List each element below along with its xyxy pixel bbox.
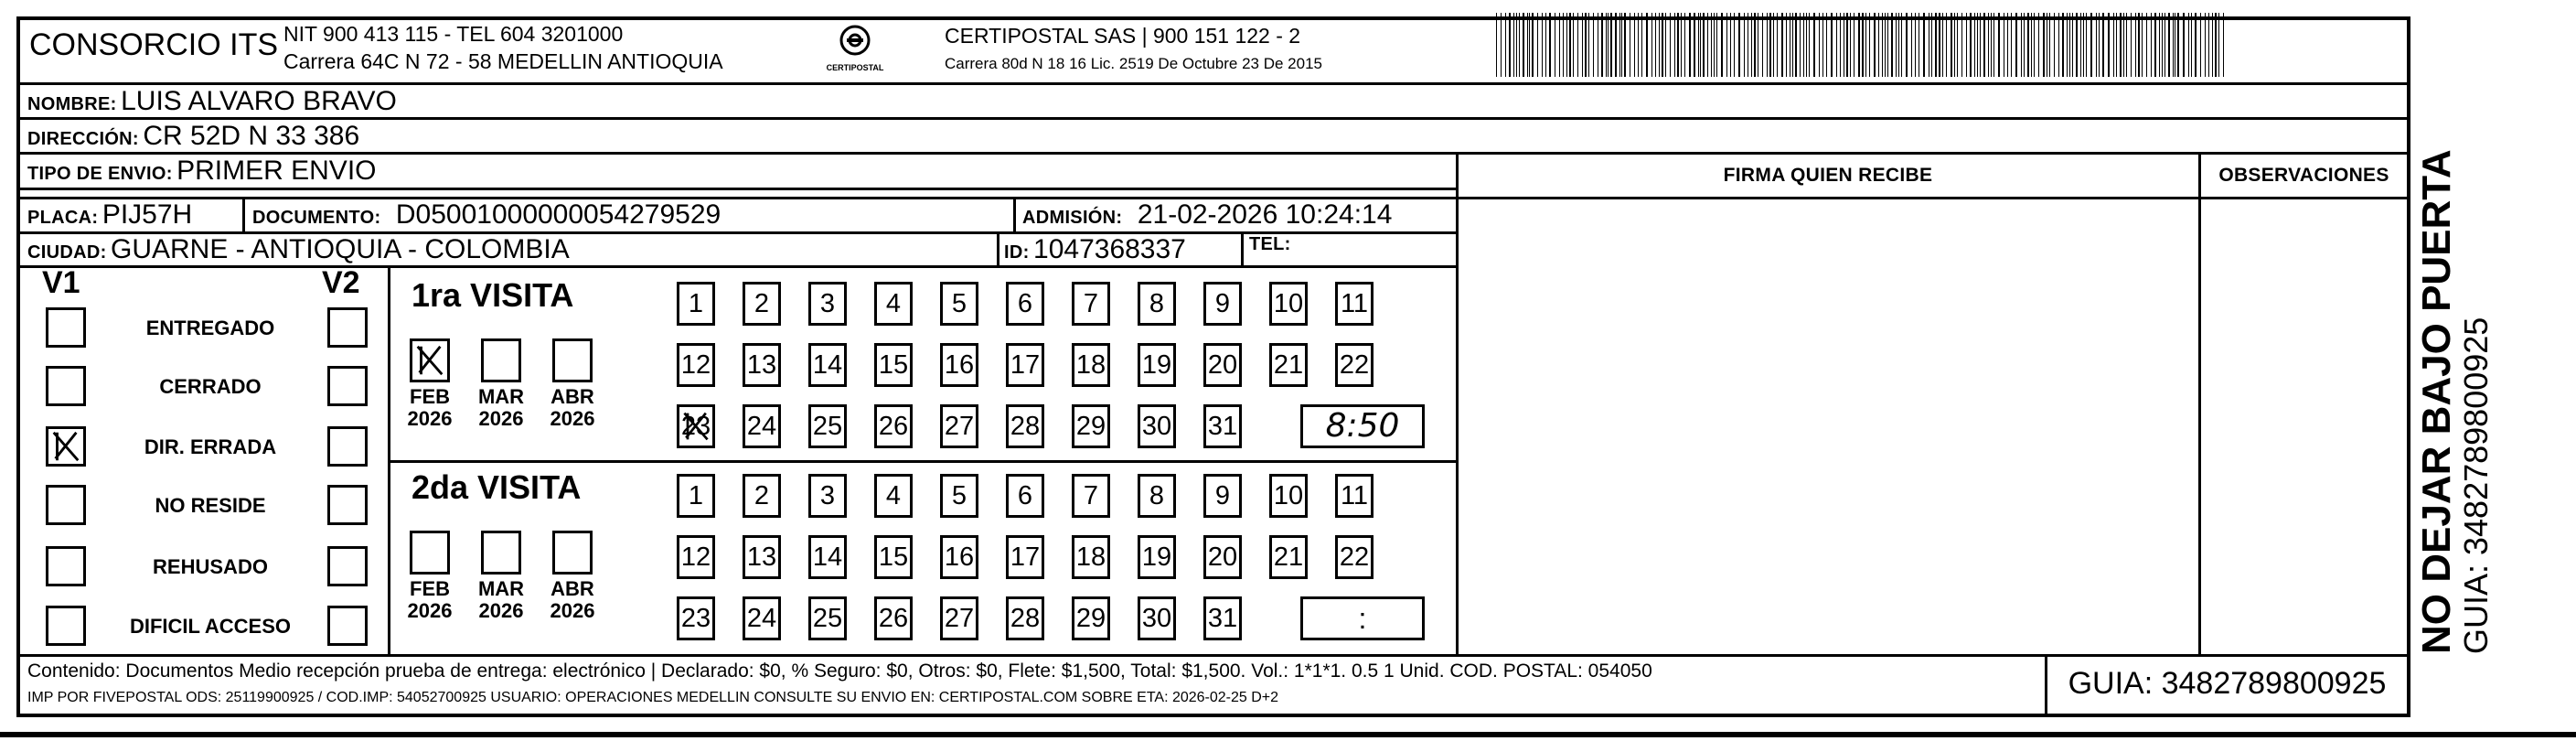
day-box[interactable]	[808, 343, 847, 387]
day-box[interactable]	[808, 474, 847, 518]
company-nit: NIT 900 413 115 - TEL 604 3201000	[283, 22, 624, 46]
day-number: 29	[1075, 604, 1106, 633]
v1-checkbox[interactable]	[46, 366, 86, 406]
day-number: 9	[1214, 289, 1231, 318]
day-box[interactable]	[1072, 474, 1110, 518]
logo-text: CERTIPOSTAL	[826, 63, 884, 72]
day-number: 26	[878, 604, 909, 633]
month-checkbox[interactable]	[410, 531, 450, 575]
month-label: MAR	[477, 385, 525, 408]
day-box[interactable]	[743, 596, 781, 640]
status-label: REHUSADO	[153, 555, 268, 578]
day-box[interactable]	[1335, 343, 1374, 387]
day-box[interactable]	[1138, 596, 1176, 640]
status-label: DIR. ERRADA	[144, 435, 277, 458]
day-number: 15	[878, 542, 909, 572]
day-number: 21	[1273, 542, 1304, 572]
year-label: 2026	[407, 407, 453, 430]
direccion-label: DIRECCIÓN:	[27, 129, 139, 149]
day-number: 1	[688, 481, 704, 510]
day-box[interactable]	[1006, 535, 1044, 579]
month-label: FEB	[410, 385, 450, 408]
month-caption	[540, 386, 605, 430]
day-box[interactable]	[677, 404, 715, 448]
day-number: 4	[885, 481, 902, 510]
divider	[20, 188, 1456, 190]
day-number: 12	[680, 542, 711, 572]
month-checkbox[interactable]	[481, 338, 521, 382]
day-box[interactable]	[1072, 596, 1110, 640]
day-box[interactable]	[743, 474, 781, 518]
v1-header: V1	[42, 265, 80, 300]
v2-checkbox[interactable]	[327, 366, 368, 406]
day-number: 21	[1273, 350, 1304, 380]
tipo-row	[27, 156, 377, 187]
day-box[interactable]	[1138, 474, 1176, 518]
nombre-row	[27, 86, 397, 117]
visit2-title: 2da VISITA	[412, 468, 582, 506]
ciudad-value: GUARNE - ANTIOQUIA - COLOMBIA	[111, 234, 570, 264]
nombre-label: NOMBRE:	[27, 94, 117, 114]
day-number: 31	[1207, 412, 1238, 441]
divider	[997, 231, 999, 265]
day-number: 3	[819, 481, 836, 510]
day-number: 24	[746, 412, 777, 441]
day-number: 19	[1141, 542, 1172, 572]
month-caption	[397, 578, 463, 622]
admision-value: 21-02-2026 10:24:14	[1137, 199, 1393, 230]
day-box[interactable]	[677, 596, 715, 640]
day-number: 5	[951, 481, 967, 510]
day-box[interactable]	[940, 282, 978, 326]
day-number: 24	[746, 604, 777, 633]
day-number: 27	[944, 412, 975, 441]
page-edge	[0, 732, 2576, 737]
day-number: 7	[1083, 481, 1099, 510]
side-guia: GUIA: 3482789800925	[2457, 317, 2495, 654]
month-label: ABR	[550, 577, 594, 600]
day-box[interactable]	[1335, 474, 1374, 518]
month-label: FEB	[410, 577, 450, 600]
day-number: 11	[1340, 481, 1369, 510]
v1-checkbox[interactable]	[46, 546, 86, 586]
placa-label: PLACA:	[27, 208, 99, 228]
v2-header: V2	[322, 265, 360, 300]
day-box[interactable]	[1072, 404, 1110, 448]
day-box[interactable]	[677, 535, 715, 579]
day-box[interactable]	[743, 282, 781, 326]
day-box[interactable]	[940, 343, 978, 387]
company-name: CONSORCIO ITS	[29, 27, 279, 62]
day-number: 18	[1075, 542, 1106, 572]
side-text	[2416, 149, 2495, 654]
status-label: CERRADO	[159, 375, 262, 398]
day-box[interactable]	[1072, 282, 1110, 326]
visit1-time-box[interactable]	[1300, 404, 1425, 448]
carrier-name: CERTIPOSTAL SAS | 900 151 122 - 2	[945, 24, 1301, 48]
day-number: 25	[812, 412, 843, 441]
v2-checkbox[interactable]	[327, 307, 368, 348]
day-number: 25	[812, 604, 843, 633]
month-label: ABR	[550, 385, 594, 408]
day-box[interactable]	[940, 535, 978, 579]
day-box[interactable]	[874, 404, 913, 448]
day-number: 23	[680, 604, 711, 633]
day-number: 13	[746, 350, 777, 380]
day-box[interactable]	[874, 282, 913, 326]
visit1-title: 1ra VISITA	[412, 276, 574, 314]
day-box[interactable]	[743, 535, 781, 579]
day-box[interactable]	[1203, 343, 1242, 387]
footer-contenido: Contenido: Documentos Medio recepción prueba de entrega: electrónico | Declarado: $0, % Seguro: $0, Otros: $0, Flete: $1,500, Total: $1,500. Vol.: 1*1*1. 0.5 1 Unid. COD. POSTAL: 054050	[27, 660, 1652, 682]
id-row	[1004, 234, 1186, 265]
footer-imp: IMP POR FIVEPOSTAL ODS: 25119900925 / COD.IMP: 54052700925 USUARIO: OPERACIONES MEDELLIN CONSULTE SU ENVIO EN: CERTIPOSTAL.COM SOBRE ETA: 2026-02-25 D+2	[27, 690, 1279, 705]
day-box[interactable]	[1006, 282, 1044, 326]
day-number: 8	[1149, 481, 1165, 510]
day-number: 7	[1083, 289, 1099, 318]
day-number: 15	[878, 350, 909, 380]
divider	[1456, 152, 2407, 155]
status-label: ENTREGADO	[145, 317, 275, 339]
month-checkbox[interactable]	[552, 531, 593, 575]
id-label: ID:	[1004, 242, 1030, 263]
day-box[interactable]	[940, 404, 978, 448]
day-box[interactable]	[743, 343, 781, 387]
day-number: 30	[1141, 604, 1172, 633]
day-number: 12	[680, 350, 711, 380]
day-number: 10	[1273, 289, 1304, 318]
logo-icon	[835, 22, 875, 59]
admision-label: ADMISIÓN:	[1022, 208, 1123, 228]
day-number: 14	[812, 350, 843, 380]
day-number: 29	[1075, 412, 1106, 441]
day-number: 23	[680, 412, 711, 441]
placa-row	[27, 199, 192, 231]
month-caption	[468, 578, 534, 622]
day-box[interactable]	[1203, 474, 1242, 518]
status-label: DIFICIL ACCESO	[129, 615, 291, 638]
v1-checkbox[interactable]	[46, 426, 86, 467]
day-box[interactable]	[743, 404, 781, 448]
year-label: 2026	[478, 407, 524, 430]
day-box[interactable]	[1138, 535, 1176, 579]
day-box[interactable]	[808, 596, 847, 640]
day-box[interactable]	[1269, 282, 1308, 326]
day-box[interactable]	[1269, 343, 1308, 387]
day-number: 20	[1207, 542, 1238, 572]
day-number: 11	[1340, 289, 1369, 318]
day-box[interactable]	[1072, 535, 1110, 579]
year-label: 2026	[550, 599, 595, 622]
day-number: 10	[1273, 481, 1304, 510]
direccion-value: CR 52D N 33 386	[143, 121, 360, 151]
v2-checkbox[interactable]	[327, 426, 368, 467]
v2-checkbox[interactable]	[327, 546, 368, 586]
day-box[interactable]	[808, 404, 847, 448]
month-label: MAR	[477, 577, 525, 600]
day-number: 5	[951, 289, 967, 318]
divider	[20, 82, 2407, 85]
observaciones-header: OBSERVACIONES	[2218, 165, 2389, 186]
day-number: 16	[944, 542, 975, 572]
day-box[interactable]	[1203, 596, 1242, 640]
day-box[interactable]	[1006, 474, 1044, 518]
divider	[388, 460, 1456, 463]
day-number: 13	[746, 542, 777, 572]
side-warning: NO DEJAR BAJO PUERTA	[2414, 149, 2459, 654]
day-box[interactable]	[1203, 282, 1242, 326]
day-box[interactable]	[1006, 596, 1044, 640]
day-box[interactable]	[1138, 404, 1176, 448]
visit1-time: 8:50	[1325, 407, 1400, 445]
divider	[20, 654, 2407, 657]
documento-row	[252, 199, 721, 231]
footer-guia: GUIA: 3482789800925	[2068, 666, 2387, 701]
placa-value: PIJ57H	[102, 199, 193, 230]
carrier-address: Carrera 80d N 18 16 Lic. 2519 De Octubre 23 De 2015	[945, 55, 1322, 72]
direccion-row	[27, 121, 359, 152]
divider	[20, 265, 1456, 268]
day-number: 17	[1010, 542, 1041, 572]
day-number: 31	[1207, 604, 1238, 633]
day-box[interactable]	[940, 474, 978, 518]
day-box[interactable]	[1138, 343, 1176, 387]
day-box[interactable]	[808, 535, 847, 579]
year-label: 2026	[550, 407, 595, 430]
day-box[interactable]	[808, 282, 847, 326]
day-number: 3	[819, 289, 836, 318]
status-label: NO RESIDE	[155, 494, 266, 517]
firma-header: FIRMA QUIEN RECIBE	[1723, 165, 1933, 186]
month-checkbox[interactable]	[481, 531, 521, 575]
day-box[interactable]	[677, 282, 715, 326]
day-box[interactable]	[1203, 404, 1242, 448]
day-box[interactable]	[940, 596, 978, 640]
day-box[interactable]	[1006, 343, 1044, 387]
documento-label: DOCUMENTO:	[252, 208, 381, 228]
year-label: 2026	[478, 599, 524, 622]
visit2-time: :	[1358, 602, 1367, 635]
day-number: 1	[688, 289, 704, 318]
divider	[1456, 152, 1459, 654]
divider	[2198, 152, 2201, 654]
month-checkbox[interactable]	[410, 338, 450, 382]
day-box[interactable]	[1269, 474, 1308, 518]
id-value: 1047368337	[1033, 234, 1186, 264]
visit2-time-box[interactable]	[1300, 596, 1425, 640]
day-number: 2	[754, 481, 770, 510]
tel-row	[1249, 234, 1291, 255]
month-caption	[397, 386, 463, 430]
day-box[interactable]	[1269, 535, 1308, 579]
day-box[interactable]	[1335, 535, 1374, 579]
day-number: 22	[1339, 542, 1370, 572]
tipo-value: PRIMER ENVIO	[176, 156, 377, 186]
ciudad-row	[27, 234, 570, 265]
v1-checkbox[interactable]	[46, 307, 86, 348]
day-number: 30	[1141, 412, 1172, 441]
day-number: 9	[1214, 481, 1231, 510]
day-number: 19	[1141, 350, 1172, 380]
divider	[1013, 197, 1016, 231]
admision-row	[1022, 199, 1392, 231]
v1-checkbox[interactable]	[46, 606, 86, 646]
day-number: 20	[1207, 350, 1238, 380]
v2-checkbox[interactable]	[327, 485, 368, 525]
divider	[1241, 231, 1244, 265]
company-address: Carrera 64C N 72 - 58 MEDELLIN ANTIOQUIA	[283, 49, 723, 73]
day-box[interactable]	[1335, 282, 1374, 326]
day-number: 16	[944, 350, 975, 380]
nombre-value: LUIS ALVARO BRAVO	[121, 86, 397, 116]
day-number: 4	[885, 289, 902, 318]
ciudad-label: CIUDAD:	[27, 242, 107, 263]
day-number: 14	[812, 542, 843, 572]
day-box[interactable]	[1006, 404, 1044, 448]
month-checkbox[interactable]	[552, 338, 593, 382]
month-caption	[468, 386, 534, 430]
day-number: 28	[1010, 604, 1041, 633]
day-number: 22	[1339, 350, 1370, 380]
day-number: 6	[1017, 481, 1033, 510]
documento-value: D05001000000054279529	[395, 199, 721, 230]
v2-checkbox[interactable]	[327, 606, 368, 646]
v1-checkbox[interactable]	[46, 485, 86, 525]
divider	[20, 117, 2407, 120]
day-number: 8	[1149, 289, 1165, 318]
divider	[242, 197, 245, 231]
day-box[interactable]	[677, 343, 715, 387]
day-box[interactable]	[874, 596, 913, 640]
day-box[interactable]	[1138, 282, 1176, 326]
day-box[interactable]	[1203, 535, 1242, 579]
day-number: 26	[878, 412, 909, 441]
month-caption	[540, 578, 605, 622]
day-box[interactable]	[874, 474, 913, 518]
day-box[interactable]	[1072, 343, 1110, 387]
day-box[interactable]	[874, 535, 913, 579]
day-number: 2	[754, 289, 770, 318]
day-box[interactable]	[874, 343, 913, 387]
day-number: 17	[1010, 350, 1041, 380]
tel-label: TEL:	[1249, 234, 1291, 254]
day-number: 27	[944, 604, 975, 633]
tipo-label: TIPO DE ENVIO:	[27, 164, 173, 184]
day-number: 18	[1075, 350, 1106, 380]
certipostal-logo	[805, 22, 905, 72]
day-number: 6	[1017, 289, 1033, 318]
day-box[interactable]	[677, 474, 715, 518]
day-number: 28	[1010, 412, 1041, 441]
year-label: 2026	[407, 599, 453, 622]
